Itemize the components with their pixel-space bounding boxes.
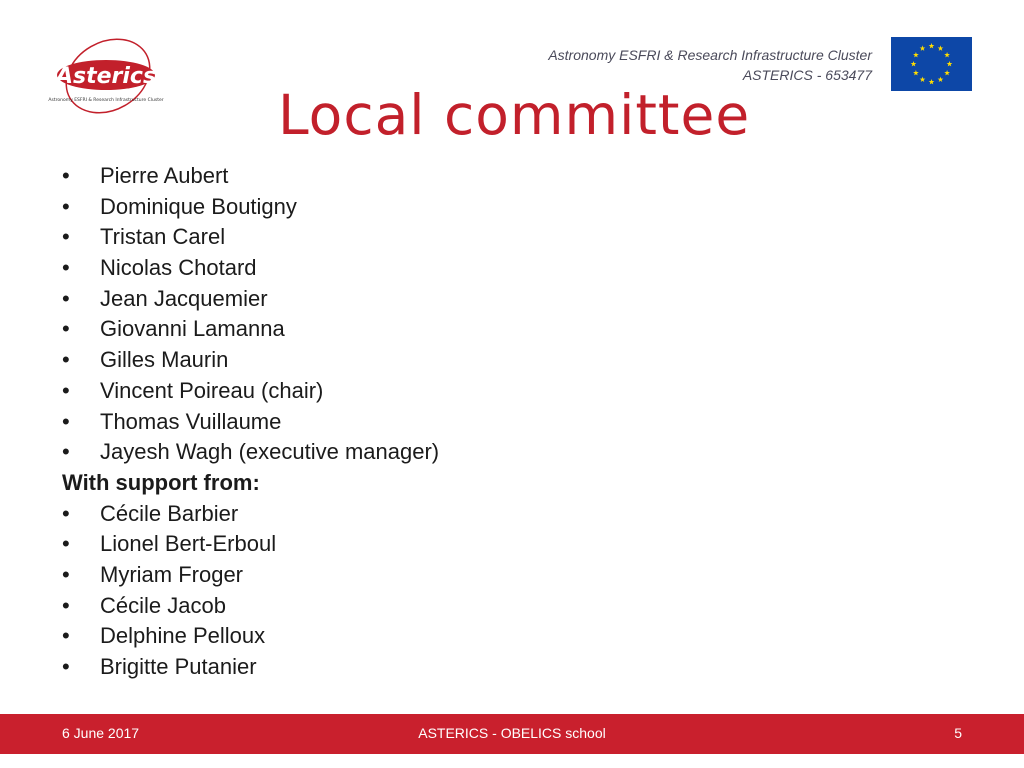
eu-star-icon xyxy=(947,61,953,66)
member-name: Delphine Pelloux xyxy=(100,623,266,649)
bullet-icon: • xyxy=(62,500,70,526)
bullet-icon: • xyxy=(62,623,70,649)
header-cluster-name: Astronomy ESFRI & Research Infrastructure Cluster xyxy=(548,47,872,63)
footer-event-name: ASTERICS - OBELICS school xyxy=(418,725,606,741)
support-member xyxy=(62,652,762,683)
committee-member xyxy=(62,314,762,345)
eu-star-icon xyxy=(929,43,935,48)
bullet-icon: • xyxy=(62,285,70,311)
bullet-icon: • xyxy=(62,408,70,434)
support-member xyxy=(62,560,762,591)
member-name: Cécile Barbier xyxy=(100,500,239,526)
eu-star-icon xyxy=(944,70,950,75)
bullet-icon: • xyxy=(62,377,70,403)
eu-star-icon xyxy=(911,61,917,66)
member-name: Thomas Vuillaume xyxy=(100,408,282,434)
bullet-icon: • xyxy=(62,193,70,219)
support-member xyxy=(62,529,762,560)
bullet-icon: • xyxy=(62,592,70,618)
eu-star-icon xyxy=(913,52,919,57)
member-name: Jean Jacquemier xyxy=(100,285,268,311)
support-member xyxy=(62,499,762,530)
member-name: Pierre Aubert xyxy=(100,163,229,188)
bullet-icon: • xyxy=(62,224,70,250)
eu-star-icon xyxy=(920,77,926,82)
slide-number: 5 xyxy=(954,725,962,741)
bullet-icon: • xyxy=(62,654,70,679)
footer-date: 6 June 2017 xyxy=(62,725,140,741)
support-heading: With support from: xyxy=(62,469,260,495)
slide-title: Local committee xyxy=(278,83,751,147)
logo-text: Asterics xyxy=(55,64,157,89)
committee-member xyxy=(62,345,762,376)
member-name: Vincent Poireau (chair) xyxy=(100,377,324,403)
committee-member xyxy=(62,407,762,438)
bullet-icon: • xyxy=(62,316,70,342)
member-name: Myriam Froger xyxy=(100,561,244,587)
member-name: Brigitte Putanier xyxy=(100,654,257,679)
committee-list xyxy=(62,161,762,468)
support-member xyxy=(62,621,762,652)
committee-member xyxy=(62,376,762,407)
committee-member xyxy=(62,284,762,315)
support-list xyxy=(62,499,762,683)
bullet-icon: • xyxy=(62,255,70,281)
asterics-logo-graphic xyxy=(48,34,166,118)
eu-flag-icon xyxy=(891,37,972,91)
committee-member xyxy=(62,161,762,192)
logo-subtitle: Astronomy ESFRI & Research Infrastructure Cluster xyxy=(48,98,164,103)
eu-star-icon xyxy=(929,79,935,84)
committee-member xyxy=(62,192,762,223)
member-name: Nicolas Chotard xyxy=(100,255,257,281)
eu-star-icon xyxy=(920,45,926,50)
asterics-logo xyxy=(48,34,166,118)
slide-content xyxy=(62,161,762,683)
eu-star-icon xyxy=(938,77,944,82)
member-name: Gilles Maurin xyxy=(100,347,229,373)
support-member xyxy=(62,591,762,622)
header-project-number: ASTERICS - 653477 xyxy=(742,67,872,83)
committee-member xyxy=(62,253,762,284)
bullet-icon: • xyxy=(62,439,70,465)
bullet-icon: • xyxy=(62,561,70,587)
committee-member xyxy=(62,222,762,253)
eu-star-icon xyxy=(938,45,944,50)
member-name: Dominique Boutigny xyxy=(100,193,297,219)
eu-stars xyxy=(891,37,972,91)
member-name: Cécile Jacob xyxy=(100,592,226,618)
member-name: Jayesh Wagh (executive manager) xyxy=(100,439,440,465)
footer-bar xyxy=(0,714,1024,754)
header-text xyxy=(548,45,872,85)
member-name: Giovanni Lamanna xyxy=(100,316,285,342)
member-name: Tristan Carel xyxy=(100,224,226,250)
member-name: Lionel Bert-Erboul xyxy=(100,531,277,557)
eu-star-icon xyxy=(944,52,950,57)
committee-member xyxy=(62,437,762,468)
bullet-icon: • xyxy=(62,347,70,373)
eu-star-icon xyxy=(913,70,919,75)
bullet-icon: • xyxy=(62,163,70,188)
bullet-icon: • xyxy=(62,531,70,557)
